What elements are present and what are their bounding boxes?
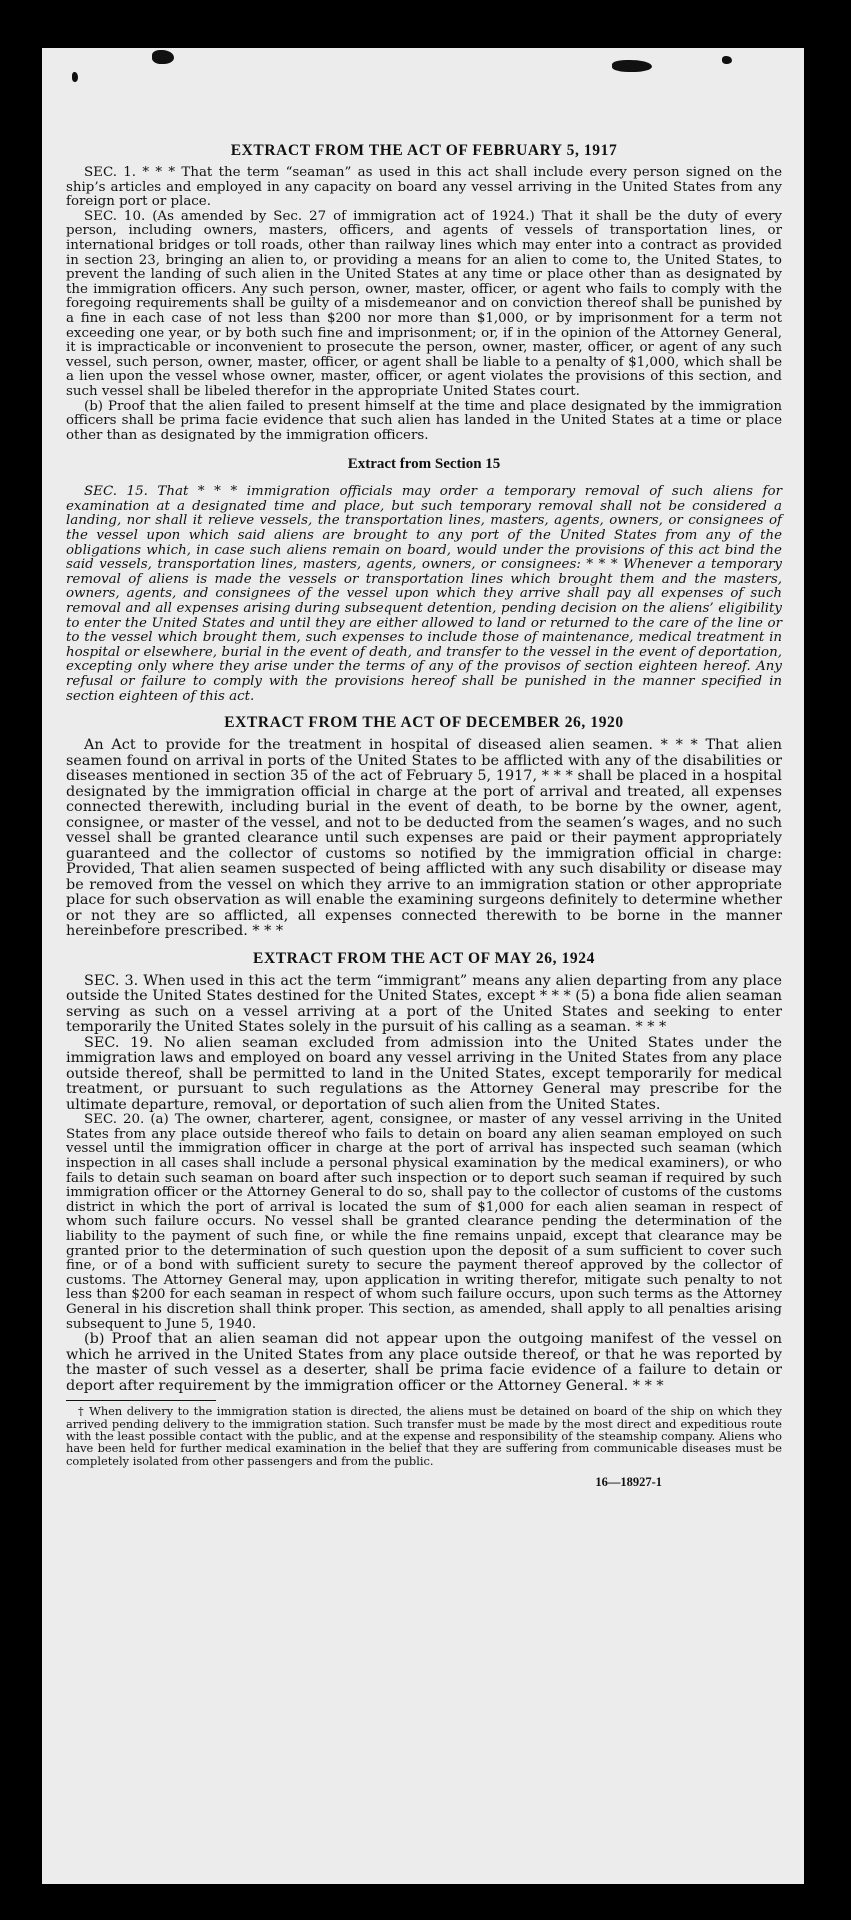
section-20: SEC. 20. (a) The owner, charterer, agent, consignee, or master of any vessel arriving in the United States from any place outside thereof who fails to detain on board any alien seaman employed on such vessel until the immigration officer in charge at the port of arrival has inspected such seaman (which inspection in all cases shall include a personal physical examination by the medical examiners), or who fails to detain such seaman on board after such inspection or to deport such seaman if required by such immigration officer or the Attorney General to do so, shall pay to the collector of customs of the customs district in which the port of arrival is located the sum of $1,000 for each alien seaman in respect of whom such failure occurs. No vessel shall be granted clearance pending the determination of the liability to the payment of such fine, or while the fine remains unpaid, except that clearance may be granted prior to the determination of such question upon the deposit of a sum sufficient to cover such fine, or of a bond with sufficient surety to secure the payment thereof approved by the collector of customs. The Attorney General may, upon application in writing therefor, mitigate such penalty to not less than $200 for each seaman in respect of whom such failure occurs, upon such terms as the Attorney General in his discretion shall think proper. This section, as amended, shall apply to all penalties arising subsequent to June 5, 1940. (66, 1112, 782, 1332)
section-1: SEC. 1. * * * That the term “seaman” as used in this act shall include every person signed on the ship’s articles and employed in any capacity on board any vessel arriving in the United States from any foreign port or place. (66, 165, 782, 210)
ink-blot (72, 72, 78, 82)
section-3: SEC. 3. When used in this act the term “immigrant” means any alien departing from any place outside the United States destined for the United States, except * * * (5) a bona fide alien seaman serving as such on a vessel arriving at a port of the United States and seeking to enter temporarily the United States solely in the pursuit of his calling as a seaman. * * * (66, 972, 782, 1036)
heading-section-15: Extract from Section 15 (347, 456, 501, 473)
ink-blot (722, 56, 732, 64)
form-number: 16—18927-1 (595, 1475, 662, 1490)
section-19: SEC. 19. No alien seaman excluded from admission into the United States under the immigration laws and employed on board any vessel arriving in the United States from any place outside thereof, shall be permitted to land in the United States, except temporarily for medical treatment, or pursuant to such regulations as the Attorney General may prescribe for the ultimate departure, removal, or deportation of such alien from the United States. (66, 1034, 782, 1113)
act-1920-body: An Act to provide for the treatment in hospital of diseased alien seamen. * * * That alien seamen found on arrival in ports of the United States to be afflicted with any of the disabilities or diseases mentioned in section 35 of the act of February 5, 1917, * * * shall be placed in a hospital designated by the immigration official in charge at the port of arrival and treated, all expenses connected therewith, including burial in the event of death, to be borne by the owner, agent, consignee, or master of the vessel, and not to be deducted from the seamen’s wages, and no such vessel shall be granted clearance until such expenses are paid or their payment appropriately guaranteed and the collector of customs so notified by the immigration official in charge: Provided, That alien seamen suspected of being afflicted with any such disability or disease may be removed from the vessel on which they arrive to an immigration station or other appropriate place for such observation as will enable the examining surgeons definitely to determine whether or not they are so afflicted, all expenses connected therewith to be borne in the manner hereinbefore prescribed. * * * (66, 737, 782, 940)
ink-blot (152, 50, 174, 64)
footnote: † When delivery to the immigration station is directed, the aliens must be detained on board of the ship on which they arrived pending delivery to the immigration station. Such transfer must be made by the most direct and expeditious route with the least possible contact with the public, and at the expense and responsibility of the steamship company. Aliens who have been held for further medical examination in the belief that they are suffering from communicable diseases must be completely isolated from other passengers and from the public. (66, 1404, 782, 1468)
document-page (42, 48, 804, 1884)
section-15: SEC. 15. That * * * immigration officials may order a temporary removal of such aliens for examination at a designated time and place, but such temporary removal shall not be considered a landing, nor shall it relieve vessels, the transportation lines, masters, agents, owners, or consignees of the vessel upon which said aliens are brought to any port of the United States from any of the obligations which, in case such aliens remain on board, would under the provisions of this act bind the said vessels, transportation lines, masters, agents, owners, or consignees: * * * Whenever a temporary removal of aliens is made the vessels or transportation lines which brought them and the masters, owners, agents, and consignees of the vessel upon which they arrive shall pay all expenses of such removal and all expenses arising during subsequent detention, pending decision on the aliens’ eligibility to enter the United States and until they are either allowed to land or returned to the care of the line or to the vessel which brought them, such expenses to include those of maintenance, medical treatment in hospital or elsewhere, burial in the event of death, and transfer to the vessel in the event of deportation, excepting only where they arise under the terms of any of the provisos of section eighteen hereof. Any refusal or failure to comply with the provisions hereof shall be punished in the manner specified in section eighteen of this act. (66, 484, 782, 704)
heading-act-1924: EXTRACT FROM THE ACT OF MAY 26, 1924 (253, 949, 595, 967)
footnote-divider (66, 1400, 216, 1401)
ink-blot (612, 60, 652, 72)
section-10-b: (b) Proof that the alien failed to present himself at the time and place designated by the immigration officers shall be prima facie evidence that such alien has landed in the United States at a time or place other than as designated by the immigration officers. (66, 398, 782, 443)
heading-act-1920: EXTRACT FROM THE ACT OF DECEMBER 26, 1920 (224, 714, 624, 732)
heading-act-1917: EXTRACT FROM THE ACT OF FEBRUARY 5, 1917 (230, 142, 618, 159)
section-10: SEC. 10. (As amended by Sec. 27 of immigration act of 1924.) That it shall be the duty of every person, including owners, masters, officers, and agents of vessels of transportation lines, or international bridges or toll roads, other than railway lines which may enter into a contract as provided in section 23, bringing an alien to, or providing a means for an alien to come to, the United States, to prevent the landing of such alien in the United States at any time or place other than as designated by the immigration officers. Any such person, owner, master, officer, or agent who fails to comply with the foregoing requirements shall be guilty of a misdemeanor and on conviction thereof shall be punished by a fine in each case of not less than $200 nor more than $1,000, or by imprisonment for a term not exceeding one year, or by both such fine and imprisonment; or, if in the opinion of the Attorney General, it is impracticable or inconvenient to prosecute the person, owner, master, officer, or agent of any such vessel, such person, owner, master, officer, or agent shall be liable to a penalty of $1,000, which shall be a lien upon the vessel whose owner, master, officer, or agent violates the provisions of this section, and such vessel shall be libeled therefor in the appropriate United States court. (66, 208, 782, 399)
section-20-b: (b) Proof that an alien seaman did not appear upon the outgoing manifest of the vessel on which he arrived in the United States from any place outside thereof, or that he was reported by the master of such vessel as a deserter, shall be prima facie evidence of a failure to detain or deport after requirement by the immigration officer or the Attorney General. * * * (66, 1331, 782, 1394)
